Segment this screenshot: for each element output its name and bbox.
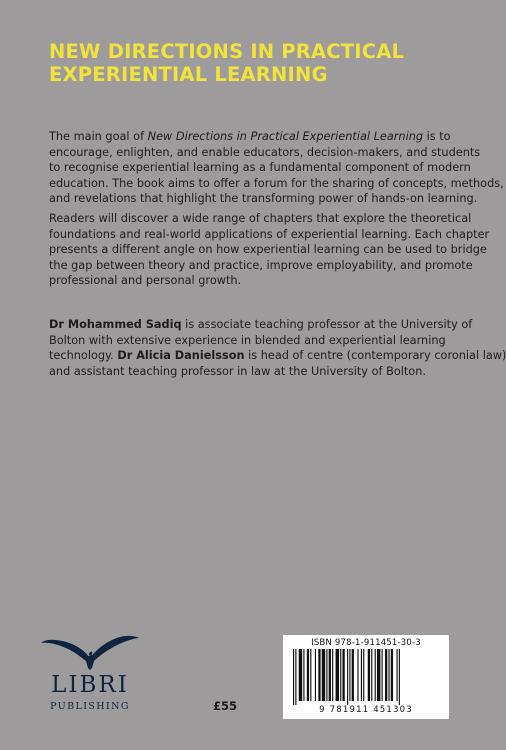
publisher-subtitle: PUBLISHING xyxy=(50,701,130,712)
description-paragraph-2 xyxy=(49,211,490,289)
text-run: is associate teaching professor at the University of xyxy=(181,318,473,331)
author-1-name: Dr Mohammed Sadiq xyxy=(49,318,182,331)
text-line: professional and personal growth. xyxy=(49,274,242,287)
bird-in-flight-icon xyxy=(40,628,140,672)
price: £55 xyxy=(213,699,238,713)
text-line: encourage, enlighten, and enable educators, decision-makers, and students xyxy=(49,145,481,159)
book-title-italic: New Directions in Practical Experiential Learning xyxy=(147,130,424,143)
publisher-logo xyxy=(40,628,140,718)
author-bios xyxy=(49,317,506,379)
text-line: Readers will discover a wide range of chapters that explore the theoretical xyxy=(49,212,472,225)
text-line: education. The book aims to offer a forum for the sharing of concepts, methods, xyxy=(49,176,504,190)
isbn-number: 9 781911 451303 xyxy=(319,705,413,715)
text-line: and revelations that highlight the transforming power of hands-on learning. xyxy=(49,192,478,205)
text-line: presents a different angle on how experiential learning can be used to bridge xyxy=(49,243,487,256)
text-line: and assistant teaching professor in law at the University of Bolton. xyxy=(49,364,426,378)
text-line: Bolton with extensive experience in blended and experiential learning xyxy=(49,333,446,347)
title-line-1: NEW DIRECTIONS IN PRACTICAL xyxy=(49,40,405,63)
text-run: technology. xyxy=(49,349,118,362)
description-paragraph-1 xyxy=(49,129,504,207)
barcode xyxy=(283,635,449,719)
publisher-name: LIBRI xyxy=(51,672,129,698)
text-run: is to xyxy=(423,130,451,143)
isbn-label: ISBN 978-1-911451-30-3 xyxy=(311,638,421,648)
author-2-name: Dr Alicia Danielsson xyxy=(117,349,245,362)
text-line: the gap between theory and practice, improve employability, and promote xyxy=(49,258,473,272)
title-line-2: EXPERIENTIAL LEARNING xyxy=(49,63,328,86)
text-line: to recognise experiential learning as a fundamental component of modern xyxy=(49,161,471,174)
barcode-bars xyxy=(291,649,441,705)
text-run: is head of centre (contemporary coronial law) xyxy=(244,349,506,362)
book-title xyxy=(49,40,449,86)
text-line: foundations and real-world applications of experiential learning. Each chapter xyxy=(49,227,490,241)
text-run: The main goal of xyxy=(49,130,148,143)
